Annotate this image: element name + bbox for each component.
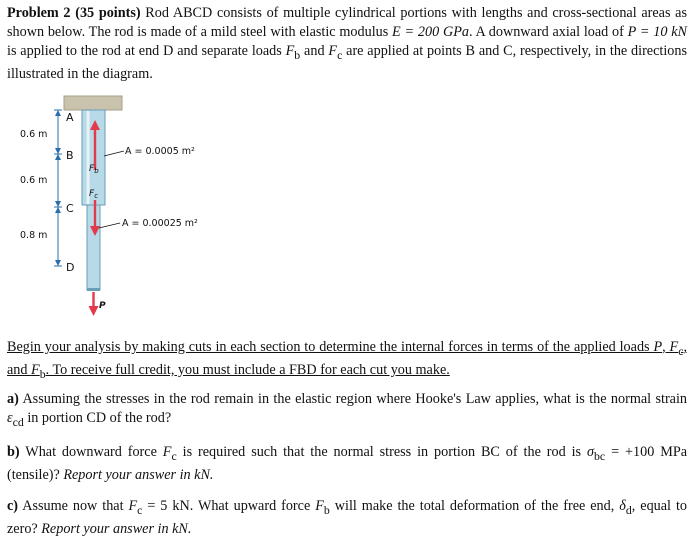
fc-label: $F_c$	[89, 189, 99, 200]
intro-text-2: . A downward axial load of	[468, 24, 628, 40]
part-b-report: Report your answer in kN.	[63, 466, 214, 483]
part-c-text-1: Assume now that	[22, 498, 129, 514]
part-b	[7, 443, 687, 485]
instructions-text-1: Begin your analysis by making cuts in each section to determine the internal forces in terms of the applied loads	[7, 339, 654, 355]
part-b-label: b)	[7, 444, 20, 460]
part-c-text-3: will make the total deformation of the free end,	[329, 498, 620, 514]
point-a-label: A	[66, 111, 74, 124]
instructions-fb: F	[31, 361, 40, 378]
intro-text-3: is applied to the rod at end D and separate loads	[7, 43, 286, 59]
part-a-label: a)	[7, 391, 19, 407]
part-a	[7, 390, 687, 432]
load-p: P = 10 kN	[627, 24, 687, 40]
point-b-label: B	[66, 149, 74, 162]
instructions-fc: F	[669, 339, 679, 355]
rod-diagram	[0, 80, 320, 330]
part-b-force: F	[162, 444, 172, 460]
part-c-delta-sub: d	[625, 502, 632, 517]
part-c-report: Report your answer in kN.	[41, 520, 192, 537]
part-b-text-1: What downward force	[25, 444, 163, 460]
part-c	[7, 497, 687, 539]
instructions-fc-sub: c	[678, 343, 684, 358]
instructions-p: P	[653, 339, 663, 355]
instructions-fb-sub: b	[39, 366, 46, 381]
part-b-sigma-sub: bc	[594, 448, 606, 463]
part-a-text-1: Assuming the stresses in the rod remain in the elastic region where Hooke's Law applies, what is the normal strain	[22, 391, 688, 407]
part-b-text-2: is required such that the normal stress in portion BC of the rod is	[176, 444, 587, 460]
instructions-sep2: , and	[7, 339, 688, 378]
rod-section-cd	[87, 205, 100, 290]
instructions-text-2: . To receive full credit, you must include a FBD for each cut you make.	[45, 361, 450, 378]
intro-and: and	[300, 43, 329, 59]
instructions-text	[7, 339, 688, 381]
part-b-sigma: σ	[587, 444, 594, 460]
rod-end-cap	[87, 288, 100, 291]
area-bottom-label: A = 0.00025 m²	[122, 218, 198, 229]
point-c-label: C	[66, 202, 74, 215]
part-c-force-fc-sub: c	[137, 502, 143, 517]
part-c-force-fc: F	[128, 498, 138, 514]
problem-statement	[7, 4, 687, 84]
length-cd-label: 0.8 m	[20, 230, 48, 241]
part-c-label: c)	[7, 498, 19, 514]
part-a-strain: ε	[7, 410, 13, 426]
instructions-sep1: ,	[662, 339, 670, 355]
part-c-text-4: , equal to zero?	[7, 498, 687, 537]
problem-heading: Problem 2 (35 points)	[7, 5, 141, 21]
p-label: P	[99, 301, 106, 311]
part-b-force-sub: c	[171, 448, 177, 463]
p-arrow	[89, 292, 99, 316]
force-fb: F	[285, 43, 295, 59]
part-c-force-fb-sub: b	[323, 502, 330, 517]
part-c-delta: δ	[619, 498, 626, 514]
fixed-support	[64, 96, 122, 110]
elastic-modulus: E = 200 GPa	[392, 24, 469, 40]
part-a-text-2: in portion CD of the rod?	[23, 410, 172, 426]
force-fb-sub: b	[294, 47, 301, 62]
force-fc-sub: c	[337, 47, 343, 62]
instructions	[7, 338, 687, 384]
part-a-strain-sub: cd	[12, 414, 24, 429]
intro-text-4: are applied at points B and C, respectively, in the directions illustrated in the diagram.	[7, 43, 687, 82]
part-c-force-fb: F	[315, 498, 324, 514]
area-top-leader	[104, 151, 124, 156]
area-bottom-leader	[99, 223, 120, 228]
part-c-text-2: = 5 kN. What upward force	[142, 498, 316, 514]
length-ab-label: 0.6 m	[20, 129, 48, 140]
force-fc: F	[328, 43, 338, 59]
part-b-text-3: = +100 MPa (tensile)?	[7, 444, 688, 483]
dimension-line	[54, 110, 62, 266]
area-top-label: A = 0.0005 m²	[125, 146, 195, 157]
length-bc-label: 0.6 m	[20, 175, 48, 186]
fb-label: $F_b$	[89, 164, 99, 175]
point-d-label: D	[66, 261, 75, 274]
intro-text-1: Rod ABCD consists of multiple cylindrical portions with lengths and cross-sectional areas as shown below. The rod is made of a mild steel with elastic modulus	[7, 5, 687, 40]
